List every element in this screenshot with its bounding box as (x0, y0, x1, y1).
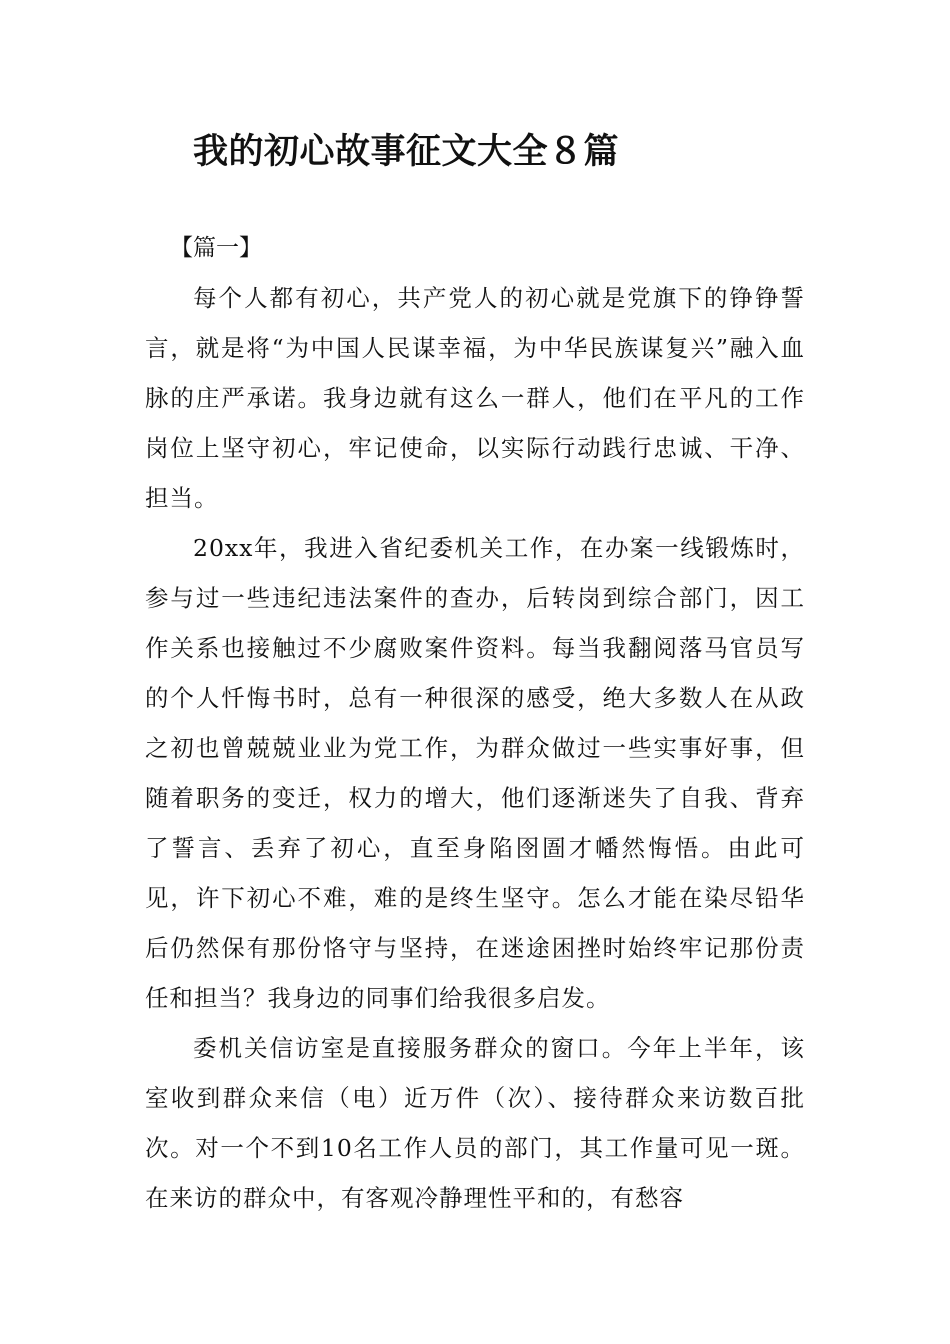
document-body (145, 273, 805, 1223)
paragraph-3: 委机关信访室是直接服务群众的窗口。今年上半年，该室收到群众来信（电）近万件（次）、接待群众来访数百批次。对一个不到10名工作人员的部门，其工作量可见一斑。在来访的群众中，有客观冷静理性平和的，有愁容 (145, 1034, 805, 1212)
section-heading: 【篇一】 (170, 235, 262, 261)
document-title: 我的初心故事征文大全８篇 (193, 131, 620, 172)
paragraph-1: 每个人都有初心，共产党人的初心就是党旗下的铮铮誓言，就是将“为中国人民谋幸福，为中华民族谋复兴”融入血脉的庄严承诺。我身边就有这么一群人，他们在平凡的工作岗位上坚守初心，牢记使命，以实际行动践行忠诚、干净、担当。 (145, 284, 805, 512)
paragraph-2: 20xx年，我进入省纪委机关工作，在办案一线锻炼时，参与过一些违纪违法案件的查办，后转岗到综合部门，因工作关系也接触过不少腐败案件资料。每当我翻阅落马官员写的个人忏悔书时，总有一种很深的感受，绝大多数人在从政之初也曾兢兢业业为党工作，为群众做过一些实事好事，但随着职务的变迁，权力的增大，他们逐渐迷失了自我、背弃了誓言、丢弃了初心，直至身陷囹圄才幡然悔悟。由此可见，许下初心不难，难的是终生坚守。怎么才能在染尽铅华后仍然保有那份恪守与坚持，在迷途困挫时始终牢记那份责任和担当？我身边的同事们给我很多启发。 (145, 534, 805, 1012)
